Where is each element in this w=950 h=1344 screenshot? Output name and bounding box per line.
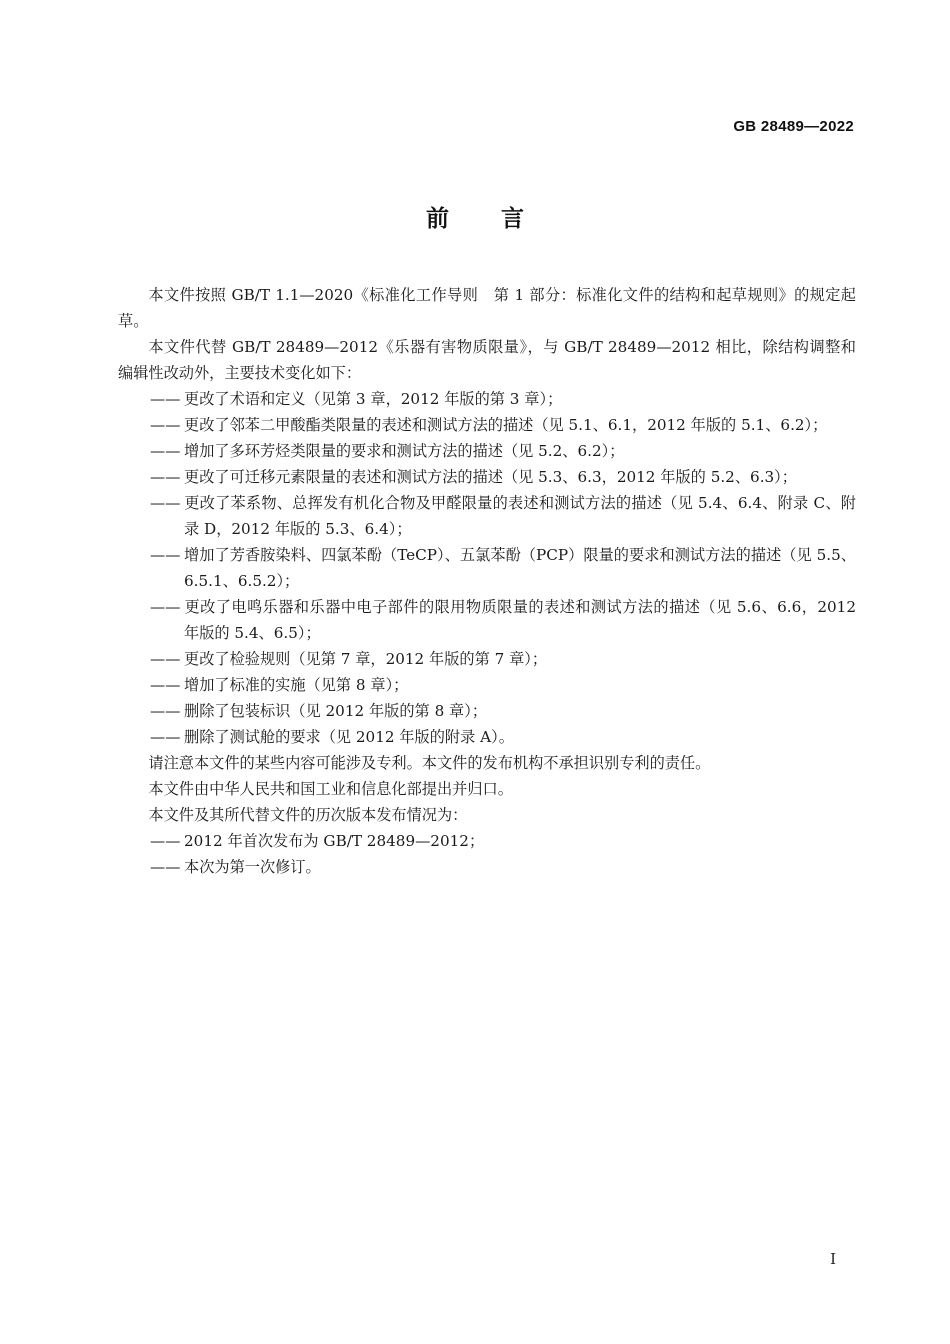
paragraph-history-intro: 本文件及其所代替文件的历次版本发布情况为： [148,806,468,824]
dash-marker: —— [150,442,181,460]
list-item [118,828,856,854]
list-item-text: 增加了标准的实施（见第 8 章）； [184,676,409,694]
list-item-text: 更改了邻苯二甲酸酯类限量的表述和测试方法的描述（见 5.1、6.1，2012 年版的 5.1、6.2）； [184,416,828,434]
dash-marker: —— [150,494,181,512]
dash-marker: —— [150,702,181,720]
history-list [118,828,856,880]
list-item-text: 增加了多环芳烃类限量的要求和测试方法的描述（见 5.2、6.2）； [184,442,625,460]
dash-marker: —— [150,546,181,564]
dash-marker: —— [150,598,181,616]
list-item [118,542,856,594]
paragraph-replacement: 本文件代替 GB/T 28489—2012《乐器有害物质限量》，与 GB/T 28489—2012 相比，除结构调整和编辑性改动外，主要技术变化如下： [118,338,856,382]
dash-marker: —— [150,390,181,408]
changes-list [118,386,856,750]
paragraph-drafting-basis: 本文件按照 GB/T 1.1—2020《标准化工作导则 第 1 部分：标准化文件的结构和起草规则》的规定起草。 [118,286,856,330]
dash-marker: —— [150,676,181,694]
list-item [118,594,856,646]
paragraph-patent-notice: 请注意本文件的某些内容可能涉及专利。本文件的发布机构不承担识别专利的责任。 [148,754,711,772]
paragraph-proposer: 本文件由中华人民共和国工业和信息化部提出并归口。 [148,780,513,798]
page-number: I [830,1250,836,1268]
list-item-text: 本次为第一次修订。 [184,858,321,876]
list-item-text: 增加了芳香胺染料、四氯苯酚（TeCP）、五氯苯酚（PCP）限量的要求和测试方法的描述（见 5.5、6.5.1、6.5.2）； [184,546,856,590]
dash-marker: —— [150,650,181,668]
document-body [118,282,856,880]
list-item-text: 2012 年首次发布为 GB/T 28489—2012； [184,832,485,850]
list-item [118,672,856,698]
list-item-text: 删除了测试舱的要求（见 2012 年版的附录 A）。 [184,728,514,746]
dash-marker: —— [150,858,181,876]
list-item [118,438,856,464]
list-item [118,464,856,490]
list-item [118,490,856,542]
list-item [118,854,856,880]
list-item-text: 更改了检验规则（见第 7 章，2012 年版的第 7 章）； [184,650,548,668]
list-item-text: 更改了苯系物、总挥发有机化合物及甲醛限量的表述和测试方法的描述（见 5.4、6.4、附录 C、附录 D，2012 年版的 5.3、6.4）； [184,494,856,538]
list-item [118,646,856,672]
list-item [118,724,856,750]
standard-number: GB 28489—2022 [733,118,854,135]
list-item [118,386,856,412]
list-item-text: 更改了可迁移元素限量的表述和测试方法的描述（见 5.3、6.3，2012 年版的 5.2、6.3）； [184,468,797,486]
list-item-text: 删除了包装标识（见 2012 年版的第 8 章）； [184,702,488,720]
dash-marker: —— [150,468,181,486]
list-item [118,412,856,438]
dash-marker: —— [150,728,181,746]
list-item-text: 更改了术语和定义（见第 3 章，2012 年版的第 3 章）； [184,390,563,408]
dash-marker: —— [150,416,181,434]
page-title: 前言 [426,206,576,232]
list-item-text: 更改了电鸣乐器和乐器中电子部件的限用物质限量的表述和测试方法的描述（见 5.6、6.6，2012 年版的 5.4、6.5）； [184,598,856,642]
dash-marker: —— [150,832,181,850]
list-item [118,698,856,724]
